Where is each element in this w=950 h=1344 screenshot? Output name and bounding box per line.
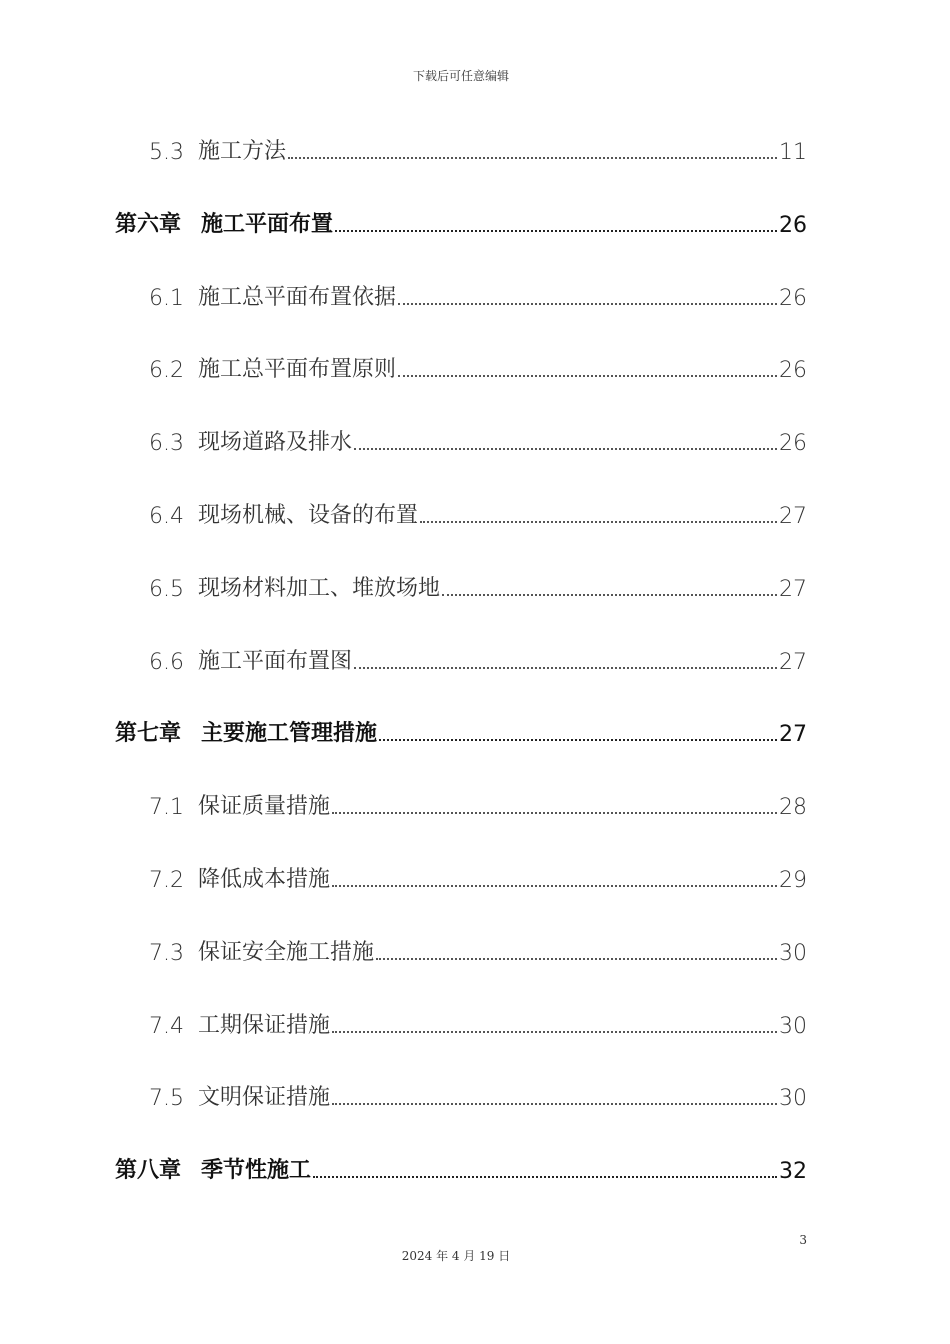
- toc-entry-title: 施工平面布置图: [198, 648, 353, 674]
- toc-entry-title: 施工总平面布置原则: [198, 357, 397, 383]
- toc-section-entry[interactable]: [149, 351, 807, 383]
- toc-entry-page: 26: [779, 358, 807, 384]
- toc-dot-leader: [332, 1102, 777, 1105]
- toc-entry-page: 27: [779, 576, 807, 602]
- toc-entry-title: 施工方法: [198, 139, 287, 164]
- toc-dot-leader: [420, 520, 777, 523]
- toc-entry-page: 26: [779, 212, 807, 238]
- toc-entry-title: 文明保证措施: [198, 1085, 331, 1111]
- toc-section-entry[interactable]: [149, 424, 807, 456]
- toc-entry-number: 第八章: [115, 1158, 182, 1184]
- toc-dot-leader: [332, 884, 777, 887]
- toc-dot-leader: [442, 593, 777, 596]
- page-header: 下载后可任意编辑: [412, 69, 509, 83]
- toc-entry-page: 28: [779, 795, 807, 821]
- toc-section-entry[interactable]: [149, 1007, 807, 1039]
- toc-entry-title: 现场材料加工、堆放场地: [198, 575, 441, 601]
- toc-entry-page: 32: [779, 1159, 807, 1185]
- toc-entry-page: 30: [779, 1086, 807, 1112]
- toc-section-entry[interactable]: [149, 279, 807, 311]
- toc-entry-title: 保证质量措施: [198, 794, 331, 820]
- toc-entry-page: 27: [779, 649, 807, 675]
- toc-entry-page: 27: [779, 722, 807, 748]
- toc-entry-number: 7.4: [149, 1013, 184, 1039]
- toc-chapter-entry[interactable]: [115, 715, 807, 747]
- toc-section-entry[interactable]: [149, 934, 807, 966]
- toc-entry-number: 6.5: [149, 576, 184, 602]
- toc-dot-leader: [335, 229, 777, 232]
- toc-section-entry[interactable]: [149, 1079, 807, 1111]
- toc-dot-leader: [398, 374, 777, 377]
- toc-entry-number: 第六章: [115, 211, 182, 237]
- toc-entry-page: 30: [779, 1013, 807, 1039]
- toc-entry-page: 27: [779, 504, 807, 529]
- toc-dot-leader: [313, 1175, 777, 1178]
- toc-entry-number: 第七章: [115, 721, 182, 747]
- toc-dot-leader: [398, 302, 777, 305]
- toc-entry-number: 5.3: [149, 140, 184, 165]
- toc-entry-title: 现场道路及排水: [198, 430, 353, 456]
- toc-entry-title: 主要施工管理措施: [201, 721, 378, 747]
- toc-dot-leader: [332, 811, 777, 814]
- toc-section-entry[interactable]: [149, 788, 807, 820]
- toc-chapter-entry[interactable]: [115, 1152, 807, 1184]
- page-number: 3: [799, 1233, 807, 1247]
- toc-dot-leader: [332, 1030, 777, 1033]
- toc-entry-number: 7.3: [149, 940, 184, 966]
- toc-entry-number: 7.5: [149, 1086, 184, 1112]
- toc-entry-page: 11: [779, 140, 807, 165]
- toc-chapter-entry[interactable]: [115, 206, 807, 238]
- toc-entry-number: 6.3: [149, 431, 184, 457]
- toc-dot-leader: [354, 666, 777, 669]
- toc-entry-number: 6.2: [149, 358, 184, 384]
- toc-entry-title: 现场机械、设备的布置: [198, 503, 419, 528]
- toc-section-entry[interactable]: [149, 861, 807, 893]
- toc-dot-leader: [288, 156, 777, 159]
- toc-entry-number: 7.2: [149, 868, 184, 893]
- toc-entry-page: 26: [779, 285, 807, 311]
- toc-entry-title: 工期保证措施: [198, 1012, 331, 1038]
- toc-entry-title: 季节性施工: [201, 1158, 312, 1184]
- toc-dot-leader: [376, 957, 777, 960]
- toc-section-entry[interactable]: [149, 643, 807, 675]
- toc-section-entry[interactable]: [149, 133, 807, 165]
- toc-entry-title: 保证安全施工措施: [198, 939, 375, 965]
- toc-dot-leader: [379, 738, 777, 741]
- toc-section-entry[interactable]: [149, 497, 807, 529]
- toc-entry-page: 26: [779, 431, 807, 457]
- toc-entry-title: 施工总平面布置依据: [198, 284, 397, 310]
- toc-entry-title: 降低成本措施: [198, 867, 331, 892]
- toc-entry-number: 6.4: [149, 504, 184, 529]
- toc-dot-leader: [354, 447, 777, 450]
- toc-entry-number: 6.6: [149, 649, 184, 675]
- toc-section-entry[interactable]: [149, 570, 807, 602]
- toc-entry-page: 30: [779, 940, 807, 966]
- footer-date: 2024 年 4 月 19 日: [401, 1249, 511, 1263]
- toc-entry-title: 施工平面布置: [201, 211, 334, 237]
- toc-entry-number: 7.1: [149, 795, 184, 821]
- toc-entry-number: 6.1: [149, 285, 184, 311]
- toc-entry-page: 29: [779, 868, 807, 893]
